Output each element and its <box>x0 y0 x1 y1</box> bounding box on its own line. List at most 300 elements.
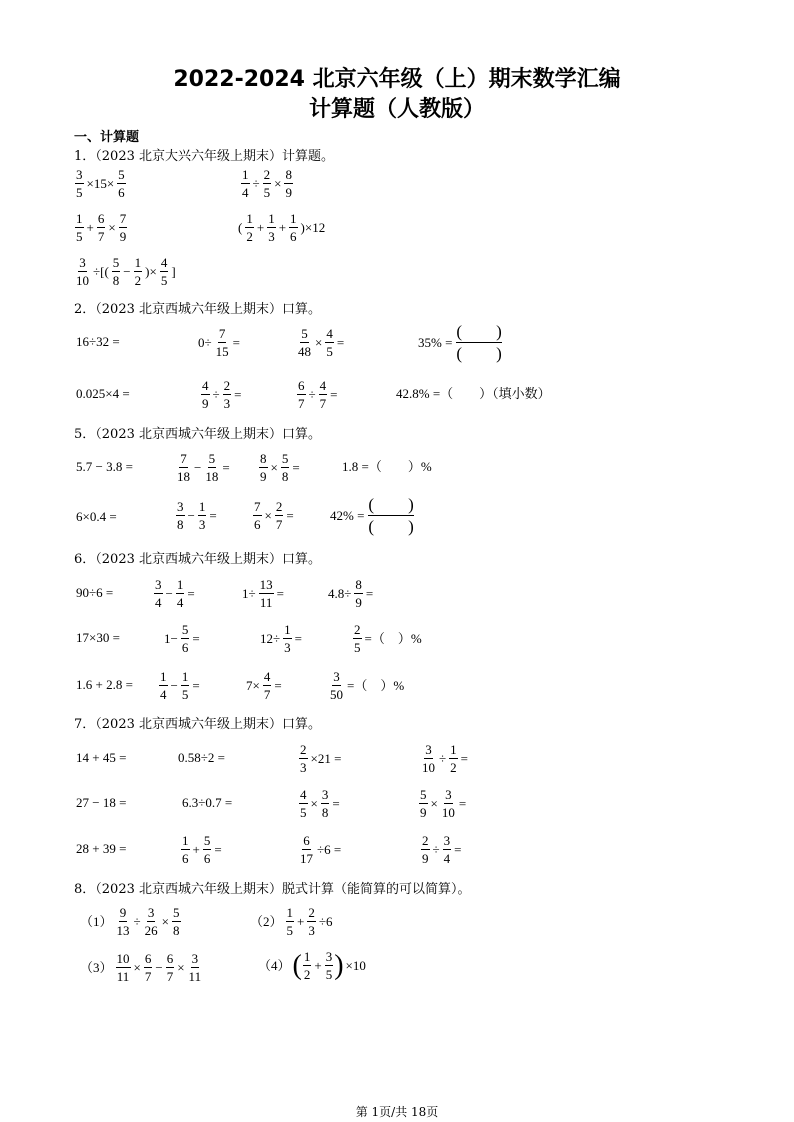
denominator: 5 <box>325 967 333 982</box>
denominator: 8 <box>281 469 289 484</box>
denominator: 10 <box>441 805 455 820</box>
document-title: 2022-2024 北京六年级（上）期末数学汇编 <box>173 67 621 92</box>
math-expression <box>328 670 406 701</box>
math-text: 90÷6 = <box>76 585 114 600</box>
fraction <box>198 500 207 531</box>
numerator: 1 <box>450 742 457 757</box>
numerator: 3 <box>333 669 340 684</box>
fraction <box>159 670 168 701</box>
fraction <box>297 327 312 358</box>
denominator: 2 <box>134 273 142 288</box>
question-6-heading: 6．（2023 北京西城六年级上期末）口算。 <box>74 552 321 567</box>
math-text: = <box>234 387 242 402</box>
numerator: 4 <box>202 378 209 393</box>
math-text: = <box>294 631 302 646</box>
document-subtitle: 计算题（人教版） <box>308 97 485 122</box>
math-expression <box>74 256 178 287</box>
math-text: = <box>454 842 462 857</box>
math-expression <box>394 387 553 400</box>
numerator: 1 <box>303 949 311 964</box>
numerator: 1 <box>290 211 297 226</box>
fraction <box>181 670 190 701</box>
math-text: ×10 <box>345 958 366 973</box>
denominator: 2 <box>450 760 457 775</box>
math-text: 17×30 = <box>76 630 120 645</box>
fraction <box>201 379 210 410</box>
numerator: 3 <box>147 905 155 920</box>
denominator: 11 <box>188 969 202 984</box>
math-text: = <box>232 335 240 350</box>
math-expression <box>256 950 368 981</box>
numerator: 1 <box>76 211 83 226</box>
math-text: ÷ <box>212 387 220 402</box>
math-text: × <box>108 220 116 235</box>
math-text: 28 + 39 = <box>76 841 127 856</box>
fraction <box>303 950 312 981</box>
math-expression <box>175 452 232 483</box>
math-text: ÷ <box>252 176 260 191</box>
math-text: = <box>192 631 200 646</box>
denominator: 5 <box>286 923 294 938</box>
numerator: 2 <box>263 167 271 182</box>
math-text: = <box>222 460 230 475</box>
denominator: 10 <box>422 760 435 775</box>
denominator: 4 <box>155 595 162 610</box>
denominator: 26 <box>144 923 158 938</box>
math-expression <box>180 834 224 865</box>
fraction <box>325 327 334 358</box>
denominator: 7 <box>166 969 174 984</box>
math-text: ÷ <box>432 842 440 857</box>
fraction <box>449 743 458 774</box>
denominator: 2 <box>303 967 311 982</box>
numerator: 1 <box>134 255 142 270</box>
math-expression <box>328 496 414 535</box>
math-expression <box>236 212 327 243</box>
fraction <box>245 212 254 243</box>
math-text: × <box>161 914 169 929</box>
fraction <box>421 743 436 774</box>
fraction <box>321 788 330 819</box>
fraction <box>241 168 250 199</box>
numerator: 8 <box>260 451 267 466</box>
numerator: 2 <box>354 622 361 637</box>
denominator: ( ) <box>368 517 414 536</box>
math-expression <box>176 751 227 764</box>
denominator: ( ) <box>456 344 502 363</box>
math-text: （4） <box>258 958 291 973</box>
math-text: = <box>292 460 300 475</box>
fraction <box>259 578 274 609</box>
denominator: 11 <box>116 969 130 984</box>
denominator: 7 <box>263 687 271 702</box>
math-text: （3） <box>80 960 113 975</box>
math-expression <box>74 510 119 523</box>
numerator: 7 <box>119 211 127 226</box>
denominator: 50 <box>330 687 343 702</box>
math-text: × <box>310 796 318 811</box>
numerator: 1 <box>181 669 189 684</box>
math-expression <box>416 323 502 362</box>
denominator: 4 <box>160 687 167 702</box>
denominator: 9 <box>355 595 362 610</box>
math-expression <box>196 327 242 358</box>
fraction <box>134 256 143 287</box>
denominator: 5 <box>160 273 168 288</box>
math-text: =（ ）% <box>364 631 422 646</box>
numerator: 7 <box>218 326 226 341</box>
math-text: = <box>214 842 222 857</box>
math-text: 16÷32 = <box>76 334 120 349</box>
math-text: + <box>192 842 200 857</box>
fraction <box>419 788 428 819</box>
math-text: 1.8 =（ ）% <box>342 459 432 474</box>
fraction <box>421 834 430 865</box>
numerator: 2 <box>308 905 315 920</box>
numerator: 4 <box>319 378 327 393</box>
numerator: 6 <box>166 951 174 966</box>
numerator: 5 <box>118 167 125 182</box>
math-text: )× <box>145 264 157 279</box>
numerator: 1 <box>198 499 206 514</box>
math-text: 6×0.4 = <box>76 509 117 524</box>
fraction <box>215 327 230 358</box>
denominator: 3 <box>223 396 231 411</box>
fraction <box>181 623 190 654</box>
math-text: ] <box>171 264 176 279</box>
numerator: 4 <box>263 669 271 684</box>
fraction <box>329 670 344 701</box>
denominator: 48 <box>298 344 311 359</box>
fraction <box>283 623 292 654</box>
math-text: − <box>194 460 202 475</box>
math-expression <box>200 379 243 410</box>
math-text: 27 − 18 = <box>76 795 127 810</box>
math-text: × <box>177 960 185 975</box>
numerator: 4 <box>300 787 307 802</box>
numerator: 6 <box>97 211 105 226</box>
math-expression <box>248 906 335 937</box>
numerator: 5 <box>173 905 180 920</box>
fraction <box>307 906 316 937</box>
blank-fraction <box>456 323 501 362</box>
numerator: 1 <box>286 905 294 920</box>
fraction <box>203 834 212 865</box>
math-expression <box>298 743 343 774</box>
fraction <box>112 256 121 287</box>
denominator: 5 <box>326 344 333 359</box>
fraction <box>181 834 190 865</box>
math-expression <box>74 335 122 348</box>
numerator: 3 <box>76 167 83 182</box>
fraction <box>116 906 131 937</box>
large-parenthesis: ( <box>292 949 302 981</box>
math-text: ÷ <box>133 914 141 929</box>
math-expression <box>240 168 294 199</box>
math-text: = <box>458 796 467 811</box>
denominator: 9 <box>285 185 292 200</box>
math-text: =（ ）% <box>347 678 405 693</box>
math-expression <box>158 670 202 701</box>
denominator: 3 <box>300 760 307 775</box>
fraction <box>176 500 185 531</box>
math-expression <box>74 387 132 400</box>
denominator: 8 <box>177 517 184 532</box>
denominator: 2 <box>246 229 253 244</box>
math-text: 0.025×4 = <box>76 386 130 401</box>
math-expression <box>180 796 234 809</box>
fraction <box>119 212 128 243</box>
math-expression <box>258 623 304 654</box>
denominator: 3 <box>284 640 291 655</box>
fraction <box>441 788 456 819</box>
denominator: 5 <box>76 185 83 200</box>
math-expression <box>74 168 127 199</box>
math-text: − <box>170 678 178 693</box>
fraction <box>176 452 191 483</box>
denominator: 5 <box>263 185 271 200</box>
fraction <box>97 212 106 243</box>
numerator: 5 <box>203 833 211 848</box>
denominator: 9 <box>119 229 127 244</box>
math-text: 1− <box>164 631 178 646</box>
numerator: ( ) <box>456 322 502 341</box>
math-text: × <box>274 176 282 191</box>
numerator: 6 <box>298 378 305 393</box>
fraction <box>353 623 362 654</box>
fraction <box>443 834 452 865</box>
numerator: 3 <box>321 787 329 802</box>
math-expression <box>420 743 470 774</box>
fraction <box>172 906 181 937</box>
math-text: ×21 = <box>310 751 342 766</box>
math-expression <box>78 952 203 983</box>
denominator: 6 <box>254 517 261 532</box>
fraction <box>160 256 169 287</box>
numerator: 1 <box>176 577 184 592</box>
math-text: = <box>286 508 294 523</box>
question-7-heading: 7．（2023 北京西城六年级上期末）口算。 <box>74 717 321 732</box>
math-text: + <box>256 220 265 235</box>
math-text: （2） <box>250 914 283 929</box>
math-text: ×15× <box>86 176 115 191</box>
math-expression <box>418 788 468 819</box>
numerator: 5 <box>208 451 216 466</box>
question-5-heading: 5．（2023 北京西城六年级上期末）口算。 <box>74 427 321 442</box>
fraction <box>263 168 272 199</box>
numerator: 3 <box>325 949 333 964</box>
numerator: 1 <box>284 622 291 637</box>
math-text: × <box>133 960 141 975</box>
math-text: = <box>365 586 374 601</box>
math-text: 6.3÷0.7 = <box>182 795 233 810</box>
math-expression <box>258 452 302 483</box>
fraction <box>297 379 306 410</box>
fraction <box>75 168 84 199</box>
numerator: 10 <box>116 951 130 966</box>
math-expression <box>74 586 115 599</box>
math-text: − <box>155 960 163 975</box>
denominator: 5 <box>354 640 361 655</box>
math-text: 7× <box>246 678 260 693</box>
fraction <box>223 379 232 410</box>
page-footer: 第 1页/共 18页 <box>355 1105 439 1119</box>
math-text: + <box>278 220 287 235</box>
denominator: 5 <box>300 805 307 820</box>
question-8-heading: 8．（2023 北京西城六年级上期末）脱式计算（能简算的可以简算）。 <box>74 882 471 897</box>
fraction <box>263 670 272 701</box>
math-text: 1.6 + 2.8 = <box>76 677 133 692</box>
numerator: 2 <box>275 499 283 514</box>
denominator: 3 <box>308 923 315 938</box>
math-expression <box>298 788 342 819</box>
fraction <box>188 952 203 983</box>
math-expression <box>420 834 463 865</box>
fraction <box>289 212 298 243</box>
fraction <box>325 950 334 981</box>
math-text: = <box>276 586 284 601</box>
fraction <box>299 788 308 819</box>
denominator: 8 <box>321 805 329 820</box>
math-expression <box>340 460 434 473</box>
math-text: 4.8÷ <box>328 586 352 601</box>
denominator: 6 <box>118 185 125 200</box>
fraction <box>354 578 363 609</box>
fraction <box>319 379 328 410</box>
math-text: 42% = <box>330 508 365 523</box>
denominator: 10 <box>76 273 89 288</box>
blank-fraction <box>368 496 413 535</box>
math-text: − <box>165 586 173 601</box>
math-text: )×12 <box>300 220 326 235</box>
math-text: = <box>192 678 200 693</box>
math-expression <box>298 834 343 865</box>
math-expression <box>153 578 197 609</box>
denominator: 7 <box>298 396 305 411</box>
denominator: 4 <box>242 185 249 200</box>
denominator: 17 <box>300 851 313 866</box>
numerator: 5 <box>112 255 120 270</box>
numerator: 5 <box>301 326 308 341</box>
math-text: = <box>336 335 345 350</box>
math-expression <box>74 751 128 764</box>
numerator: 1 <box>182 833 189 848</box>
math-expression <box>74 678 135 691</box>
math-text: + <box>314 958 322 973</box>
math-text: × <box>264 508 272 523</box>
numerator: 9 <box>119 905 127 920</box>
math-text: ÷6 <box>318 914 333 929</box>
math-text: = <box>274 678 282 693</box>
section-heading: 一、计算题 <box>74 130 140 145</box>
denominator: 15 <box>215 344 229 359</box>
denominator: 3 <box>198 517 206 532</box>
numerator: 3 <box>445 787 452 802</box>
math-text: + <box>297 914 305 929</box>
math-expression <box>252 500 296 531</box>
numerator: 4 <box>326 326 333 341</box>
denominator: 8 <box>112 273 120 288</box>
math-text: × <box>315 335 323 350</box>
numerator: 1 <box>268 211 275 226</box>
numerator: 1 <box>246 211 253 226</box>
math-expression <box>352 623 424 654</box>
fraction <box>267 212 276 243</box>
fraction <box>144 906 159 937</box>
numerator: 3 <box>443 833 451 848</box>
fraction <box>144 952 153 983</box>
fraction <box>176 578 185 609</box>
denominator: 9 <box>420 805 427 820</box>
math-text: ÷[( <box>93 264 109 279</box>
numerator: 1 <box>160 669 167 684</box>
math-expression <box>74 842 128 855</box>
math-text: = <box>187 586 195 601</box>
numerator: 7 <box>180 451 187 466</box>
math-expression <box>162 623 202 654</box>
numerator: 3 <box>425 742 432 757</box>
math-text: ÷ <box>308 387 316 402</box>
denominator: 7 <box>275 517 283 532</box>
math-text: = <box>460 751 468 766</box>
math-text: （1） <box>80 914 113 929</box>
denominator: 4 <box>176 595 184 610</box>
math-expression <box>74 460 135 473</box>
math-text: 42.8% =（ ）（填小数） <box>396 386 551 401</box>
math-text: ÷6 = <box>317 842 342 857</box>
numerator: 8 <box>355 577 362 592</box>
numerator: 7 <box>254 499 261 514</box>
numerator: 5 <box>181 622 189 637</box>
math-text: 14 + 45 = <box>76 750 127 765</box>
fraction <box>154 578 163 609</box>
denominator: 7 <box>144 969 152 984</box>
fraction <box>259 452 268 483</box>
numerator: 13 <box>259 577 273 592</box>
fraction <box>281 452 290 483</box>
numerator: 5 <box>281 451 289 466</box>
denominator: 5 <box>181 687 189 702</box>
denominator: 6 <box>203 851 211 866</box>
fraction <box>116 952 131 983</box>
fraction <box>284 168 293 199</box>
denominator: 6 <box>182 851 189 866</box>
fraction <box>253 500 262 531</box>
denominator: 9 <box>422 851 429 866</box>
question-1-heading: 1．（2023 北京大兴六年级上期末）计算题。 <box>74 149 334 164</box>
math-text: × <box>270 460 278 475</box>
numerator: 3 <box>155 577 162 592</box>
math-text: 35% = <box>418 335 453 350</box>
numerator: 6 <box>303 833 310 848</box>
denominator: 9 <box>202 396 209 411</box>
numerator: ( ) <box>368 495 414 514</box>
fraction <box>75 212 84 243</box>
large-parenthesis: ) <box>334 949 344 981</box>
math-expression <box>74 212 128 243</box>
math-text: = <box>330 387 338 402</box>
math-expression <box>74 796 128 809</box>
math-expression <box>240 578 286 609</box>
math-text: = <box>209 508 217 523</box>
numerator: 3 <box>79 255 86 270</box>
fraction <box>286 906 295 937</box>
math-text: − <box>187 508 195 523</box>
math-text: ÷ <box>439 751 447 766</box>
denominator: 13 <box>116 923 130 938</box>
math-expression <box>74 631 122 644</box>
question-2-heading: 2．（2023 北京西城六年级上期末）口算。 <box>74 302 321 317</box>
